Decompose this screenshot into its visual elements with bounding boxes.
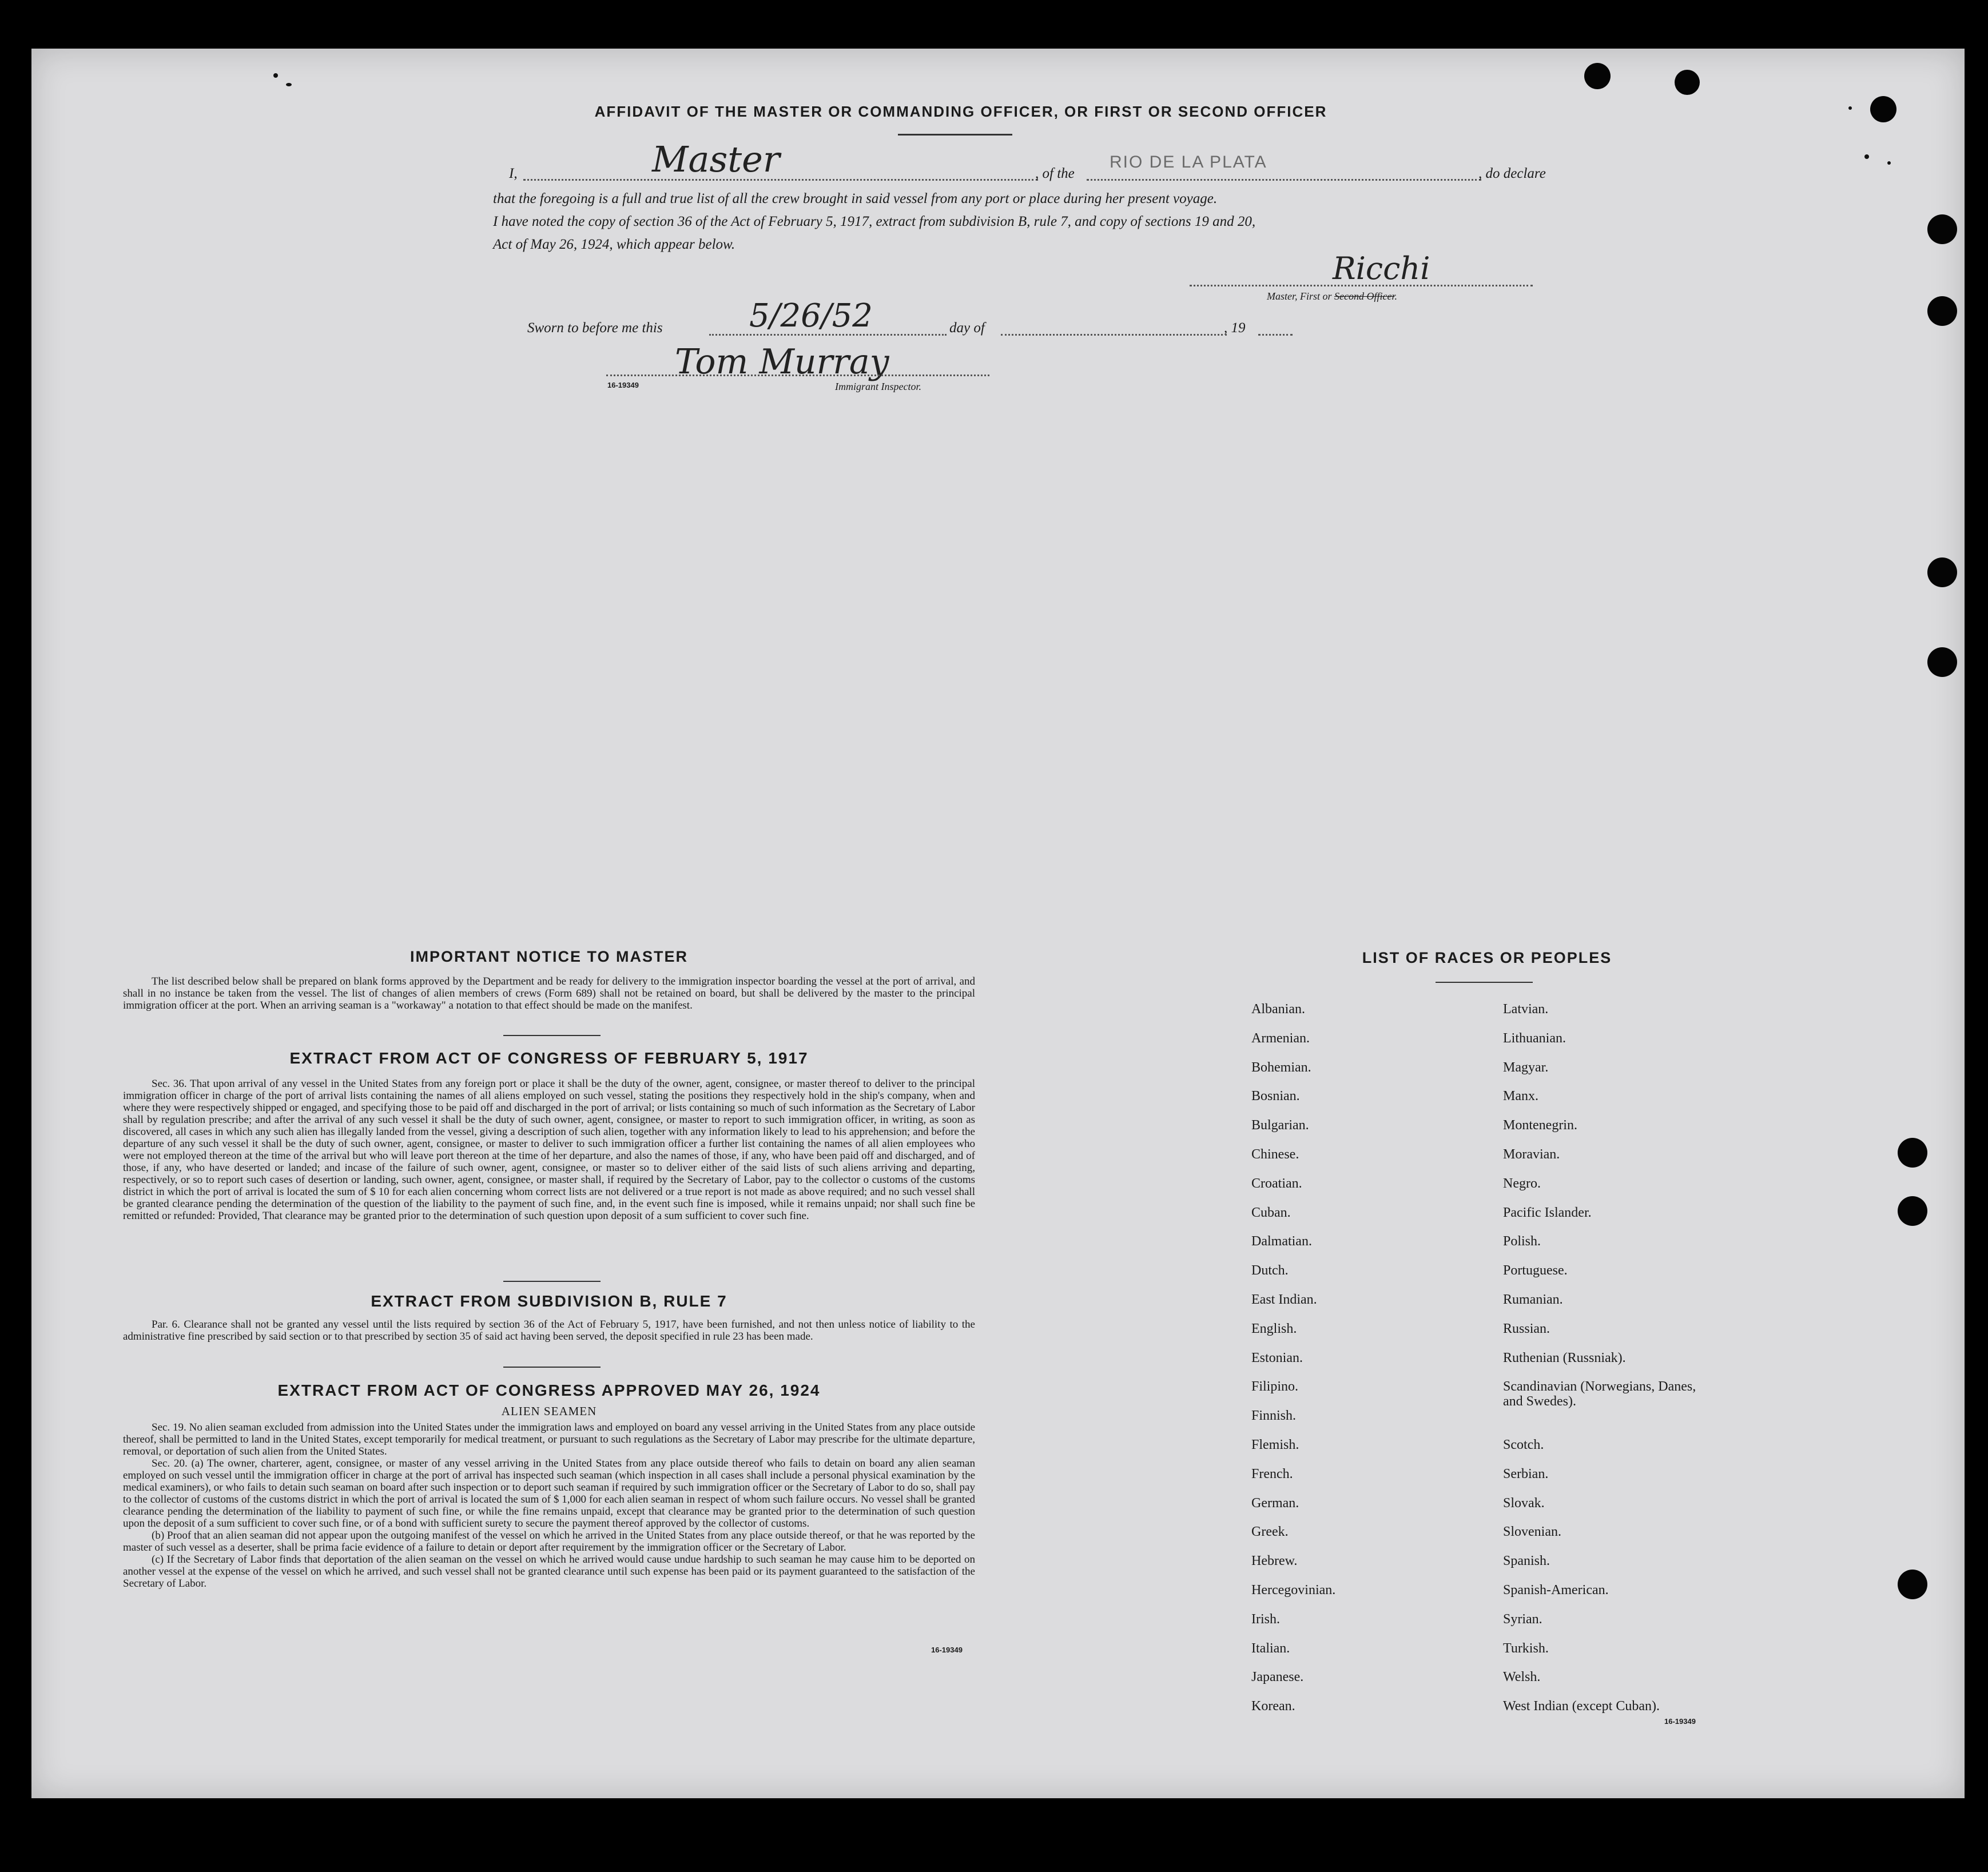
race-item: Bohemian. xyxy=(1251,1060,1311,1075)
race-item: Greek. xyxy=(1251,1524,1289,1540)
race-item: Irish. xyxy=(1251,1611,1280,1627)
race-item: Lithuanian. xyxy=(1503,1030,1566,1046)
of-the-label: , of the xyxy=(1035,166,1075,181)
notice-rule xyxy=(503,1035,601,1036)
race-item: Armenian. xyxy=(1251,1030,1310,1046)
form-number-races: 16-19349 xyxy=(1664,1717,1696,1726)
race-item: Bulgarian. xyxy=(1251,1118,1309,1133)
sec20b-text: (b) Proof that an alien seaman did not appear upon the outgoing manifest of the vessel on which he arrived in the United States from any place outside thereof, or that he was reported by the master of such vessel as a deserter, shall be prima facie evidence of a failure to detain or deport after requirement by the immigration officer or the Secretary of Labor. xyxy=(123,1530,975,1554)
race-item: Estonian. xyxy=(1251,1350,1303,1365)
affidavit-i-label: I, xyxy=(509,166,518,181)
race-item: Albanian. xyxy=(1251,1002,1305,1017)
race-item: Pacific Islander. xyxy=(1503,1205,1592,1220)
master-caption xyxy=(1267,290,1397,302)
vessel-line xyxy=(1087,179,1481,181)
speck xyxy=(1887,161,1891,165)
sec19-text: Sec. 19. No alien seaman excluded from admission into the United States under the immigration laws and employed on board any vessel arriving in the United States from any place outside thereof, shall be permitted to land in the United States, except temporarily for medical treatment, or pursuant to such regulations as the Secretary of Labor may prescribe for the ultimate departure, removal, or deportation of such alien from the United States. xyxy=(123,1421,975,1457)
extract1924-subtitle: ALIEN SEAMEN xyxy=(501,1404,597,1418)
race-item: Polish. xyxy=(1503,1234,1541,1249)
month-line xyxy=(1001,334,1227,336)
race-item: Dutch. xyxy=(1251,1263,1289,1278)
notice-text: The list described below shall be prepared on blank forms approved by the Department and be ready for delivery to the immigration inspector boarding the vessel at the port of arrival, and shall in no instance be taken from the vessel. The list of changes of alien members of crews (Form 689) shall not be retained on board, but shall be delivered by the master to the principal immigration officer at the port. When an arriving seaman is a "workaway" a notation to that effect should be made on the manifest. xyxy=(123,975,975,1011)
sec20c-text: (c) If the Secretary of Labor finds that deportation of the alien seaman on the vessel on which he arrived would cause undue hardship to such seaman he may cause him to be deported on another vessel at the expense of the vessel on which he arrived, and such vessel shall not be granted clearance until such expense has been paid or its payment guaranteed to the satisfaction of the Secretary of Labor. xyxy=(123,1554,975,1590)
year-prefix: , 19 xyxy=(1224,320,1246,336)
race-item: Spanish. xyxy=(1503,1554,1550,1569)
master-signature-line xyxy=(1190,285,1533,286)
punch-hole xyxy=(1584,63,1611,89)
day-of-label: day of xyxy=(949,320,985,336)
race-item: Hercegovinian. xyxy=(1251,1583,1336,1598)
race-item: Magyar. xyxy=(1503,1060,1549,1075)
races-rule xyxy=(1436,982,1533,983)
speck xyxy=(286,83,292,86)
race-item: West Indian (except Cuban). xyxy=(1503,1699,1660,1714)
rule7-rule xyxy=(503,1367,601,1368)
punch-hole xyxy=(1898,1570,1927,1599)
speck xyxy=(1864,154,1869,159)
race-item: Russian. xyxy=(1503,1321,1550,1336)
race-item: Italian. xyxy=(1251,1640,1290,1656)
do-declare-label: , do declare xyxy=(1478,166,1546,181)
race-item: Flemish. xyxy=(1251,1437,1299,1452)
punch-hole xyxy=(1898,1138,1927,1168)
punch-hole xyxy=(1927,296,1957,326)
race-item: Korean. xyxy=(1251,1699,1295,1714)
race-item: Latvian. xyxy=(1503,1002,1549,1017)
affidavit-title: AFFIDAVIT OF THE MASTER OR COMMANDING OFFICER, OR FIRST OR SECOND OFFICER xyxy=(594,103,1327,120)
race-item: Finnish. xyxy=(1251,1408,1297,1424)
race-item: Slovenian. xyxy=(1503,1524,1561,1540)
race-item: Manx. xyxy=(1503,1089,1538,1104)
race-item: Welsh. xyxy=(1503,1670,1541,1685)
race-item: Chinese. xyxy=(1251,1147,1299,1162)
race-item: Slovak. xyxy=(1503,1495,1545,1511)
race-item: Rumanian. xyxy=(1503,1292,1563,1307)
affidavit-line3: I have noted the copy of section 36 of the Act of February 5, 1917, extract from subdivision B, rule 7, and copy of sections 19 and 20, xyxy=(493,214,1256,229)
inspector-signature: Tom Murray xyxy=(675,342,889,382)
race-item: Filipino. xyxy=(1251,1379,1299,1395)
master-caption-a: Master, First or xyxy=(1267,290,1335,302)
race-item: Spanish-American. xyxy=(1503,1583,1609,1598)
race-item: Serbian. xyxy=(1503,1466,1549,1481)
race-item: Ruthenian (Russniak). xyxy=(1503,1350,1626,1365)
race-item: English. xyxy=(1251,1321,1297,1336)
race-item: Japanese. xyxy=(1251,1670,1304,1685)
year-line xyxy=(1258,334,1293,336)
master-signature: Ricchi xyxy=(1333,250,1430,286)
extract1924-title: EXTRACT FROM ACT OF CONGRESS APPROVED MAY 26, 1924 xyxy=(277,1381,821,1399)
extract1917-text: Sec. 36. That upon arrival of any vessel in the United States from any foreign port or place it shall be the duty of the owner, agent, consignee, or master thereof to deliver to the principal immigration officer in charge of the port of arrival lists containing the names of all aliens employed on such vessel, stating the positions they respectively hold in the ship's company, when and where they were respectively shipped or engaged, and specifying those to be paid off and discharged in the port of arrival; or lists containing so much of such information as the Secretary of Labor shall by regulation prescribe; and after the arrival of any such vessel it shall be the duty of such owner, agent, consignee, or master to report to such immigration officer, in writing, as soon as discovered, all cases in which any such alien has illegally landed from the vessel, giving a description of such alien, together with any information likely to lead to his apprehension; and before the departure of any such vessel it shall be the duty of such owner, agent, consignee, or master to deliver to such immigration officer a further list containing the names of all alien employees who were not employed thereon at the time of the arrival but who will leave port thereon at the time of her departure, and also the names of those, if any, who have been paid off and discharged, and of those, if any, who have deserted or landed; and incase of the failure of such owner, agent, consignee, or master so to deliver either of the said lists of such aliens arriving and departing, respectively, or so to report such cases of desertion or landing, such owner, agent, consignee, or master shall, if required by the Secretary of Labor, pay to the collector o customs of the customs district in which the port of arrival is located the sum of $ 10 for each alien concerning whom correct lists are not delivered or a true report is not made as above required; and no such vessel shall be granted clearance pending the determination of the question of the liability to the payment of such fine, and, in the event such fine is imposed, while it remains unpaid; nor shall such fine be remitted or refunded: Provided, That clearance may be granted prior to the determination of such question upon deposit of a sum sufficient to cover such fine. xyxy=(123,1078,975,1222)
race-item: Turkish. xyxy=(1503,1640,1549,1656)
punch-hole xyxy=(1898,1196,1927,1226)
extract1917-title: EXTRACT FROM ACT OF CONGRESS OF FEBRUARY 5, 1917 xyxy=(289,1049,809,1067)
race-item: French. xyxy=(1251,1466,1293,1481)
race-item: East Indian. xyxy=(1251,1292,1317,1307)
vessel-name-stamp: RIO DE LA PLATA xyxy=(1110,153,1267,172)
extract1924-body xyxy=(123,1421,975,1590)
speck xyxy=(1848,106,1852,110)
race-item: Scandinavian (Norwegians, Danes, and Swedes). xyxy=(1503,1379,1696,1409)
rule7-text: Par. 6. Clearance shall not be granted any vessel until the lists required by section 36 of the Act of February 5, 1917, have been furnished, and not then unless notice of liability to the administrative fine prescribed by said section or to that prescribed by section 35 of said act having been served, the deposit specified in rule 23 has been made. xyxy=(123,1319,975,1343)
races-title: LIST OF RACES OR PEOPLES xyxy=(1362,949,1612,966)
sworn-label: Sworn to before me this xyxy=(527,320,663,336)
punch-hole xyxy=(1927,214,1957,244)
race-item: Bosnian. xyxy=(1251,1089,1300,1104)
race-item: Moravian. xyxy=(1503,1147,1560,1162)
rule7-title: EXTRACT FROM SUBDIVISION B, RULE 7 xyxy=(371,1292,727,1310)
sec20a-text: Sec. 20. (a) The owner, charterer, agent, consignee, or master of any vessel arriving in the United States from any place outside thereof who fails to detain on board any alien seaman employed on such vessel until the immigration officer in charge at the port of arrival has inspected such seaman (which inspection in all cases shall include a personal physical examination by the medical examiners), or who fails to detain such seaman on board after such inspection or to deport such seaman if required by such immigration officer or the Secretary of Labor to do so, shall pay to the collector of customs of the customs district in which the port of arrival is located the sum of $ 1,000 for each alien seaman in respect of whom such failure occurs. No vessel shall be granted clearance pending the determination of the liability to payment of such fine, or while the fine remains unpaid, except that clearance may be granted prior to the determination of such question upon the deposit of a sum sufficient to cover such fine, or of a bond with sufficient surety to secure the payment thereof approved by the collector of customs. xyxy=(123,1457,975,1530)
name-line xyxy=(523,179,1038,181)
race-item: Croatian. xyxy=(1251,1176,1302,1191)
race-item: Portuguese. xyxy=(1503,1263,1568,1278)
name-handwritten: Master xyxy=(652,138,780,180)
race-item: German. xyxy=(1251,1495,1299,1511)
race-item: Negro. xyxy=(1503,1176,1541,1191)
master-caption-b: . xyxy=(1394,290,1397,302)
master-caption-struck: Second Officer xyxy=(1334,290,1395,302)
extract1917-rule xyxy=(503,1281,601,1282)
race-item: Dalmatian. xyxy=(1251,1234,1312,1249)
punch-hole xyxy=(1927,557,1957,587)
affidavit-line2: that the foregoing is a full and true list of all the crew brought in said vessel from any port or place during her present voyage. xyxy=(493,191,1218,206)
race-item: Hebrew. xyxy=(1251,1554,1298,1569)
inspector-caption: Immigrant Inspector. xyxy=(835,381,921,392)
race-item: Cuban. xyxy=(1251,1205,1291,1220)
form-number-extract: 16-19349 xyxy=(931,1646,963,1654)
race-item: Scotch. xyxy=(1503,1437,1544,1452)
speck xyxy=(273,73,278,78)
race-item: Montenegrin. xyxy=(1503,1118,1577,1133)
inspector-line xyxy=(606,375,989,376)
punch-hole xyxy=(1870,96,1896,122)
affidavit-title-rule xyxy=(898,134,1012,136)
affidavit-line4: Act of May 26, 1924, which appear below. xyxy=(493,237,735,252)
punch-hole xyxy=(1675,70,1700,95)
notice-title: IMPORTANT NOTICE TO MASTER xyxy=(410,948,688,965)
form-number-affidavit: 16-19349 xyxy=(607,381,639,389)
punch-hole xyxy=(1927,647,1957,677)
race-item: Syrian. xyxy=(1503,1611,1542,1627)
sworn-date-handwritten: 5/26/52 xyxy=(749,297,873,334)
